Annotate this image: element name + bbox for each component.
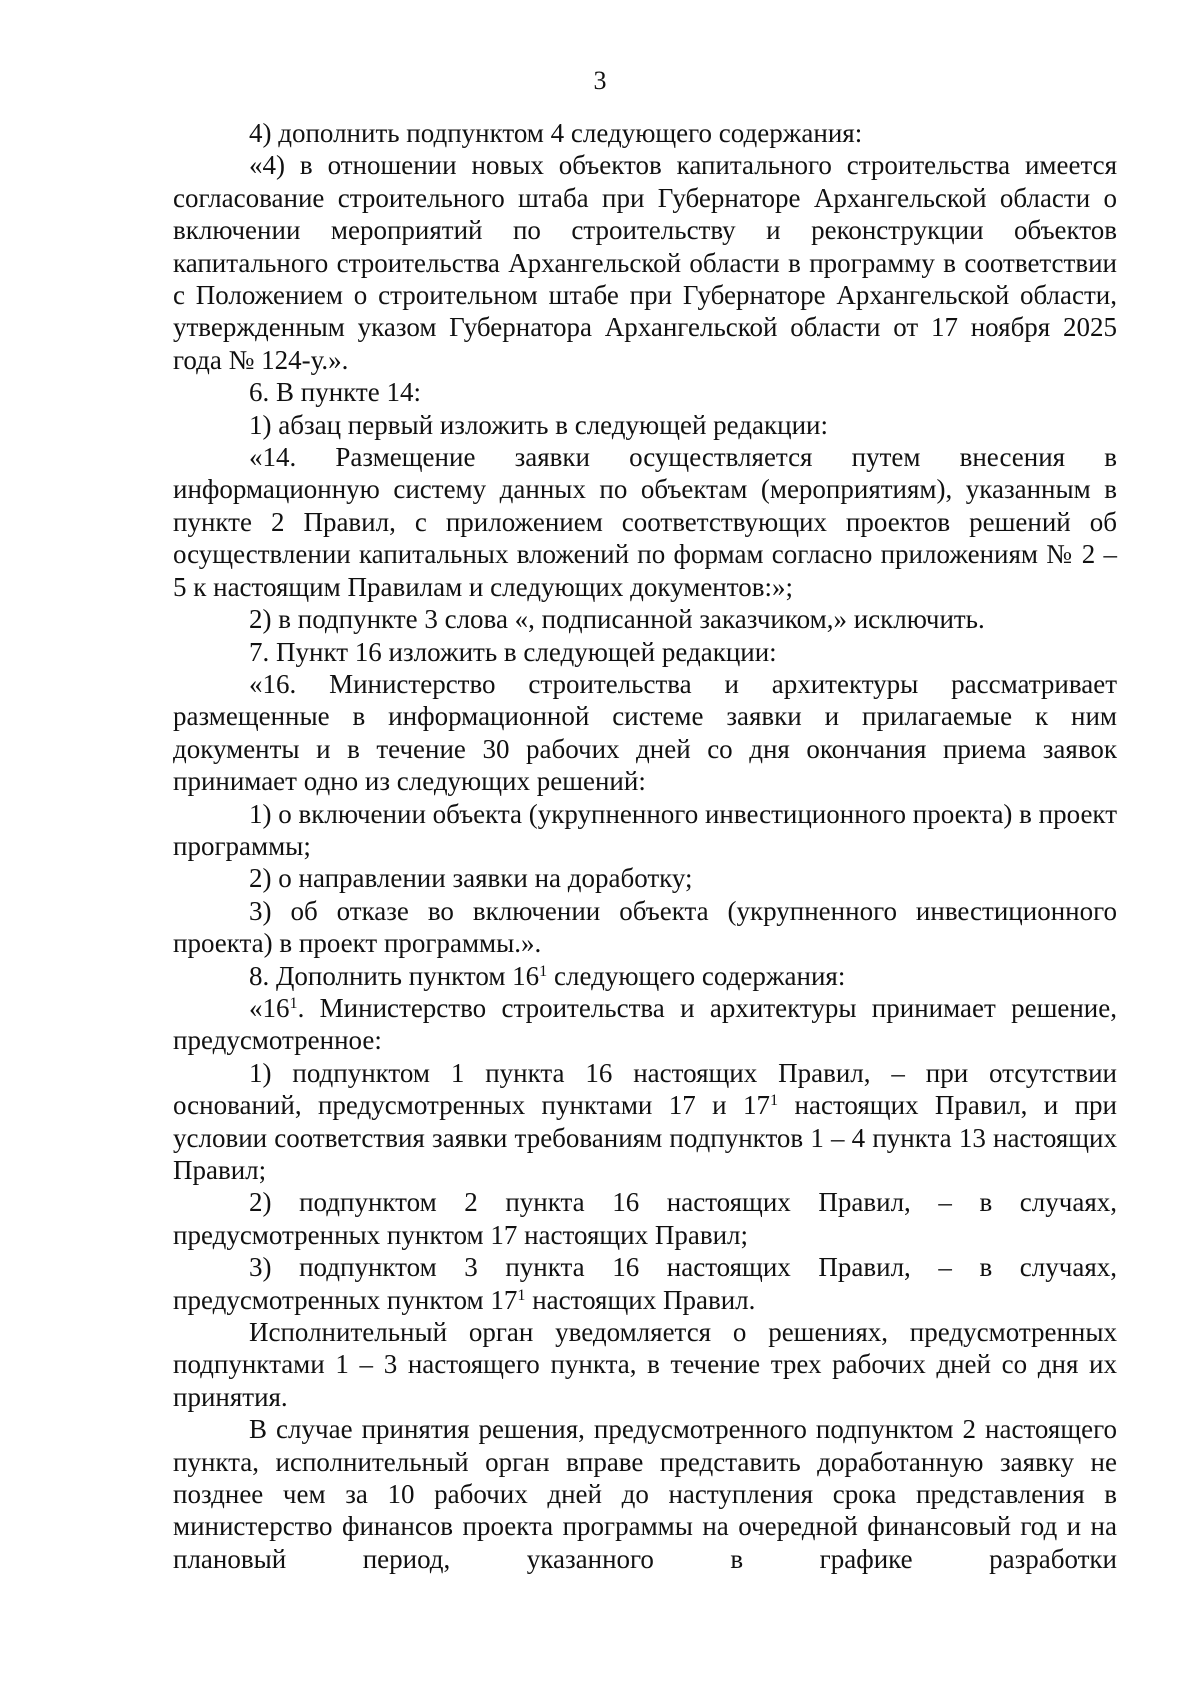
text-run: 8. Дополнить пунктом 16 [249,960,540,991]
paragraph: 2) подпунктом 2 пункта 16 настоящих Правил, – в случаях, предусмотренных пунктом 17 настоящих Правил; [173,1187,1117,1250]
paragraph [173,992,1117,1057]
paragraph: «16. Министерство строительства и архитектуры рассматривает размещенные в информационной системе заявки и прилагаемые к ним документы и в течение 30 рабочих дней со дня окончания приема заявок принимает одно из следующих решений: [173,668,1117,797]
paragraph: «14. Размещение заявки осуществляется путем внесения в информационную систему данных по объектам (мероприятиям), указанным в пункте 2 Правил, с приложением соответствующих проектов решений об осуществлении капитальных вложений по формам согласно приложениям № 2 – 5 к настоящим Правилам и следующих документов:»; [173,442,1117,602]
superscript: 1 [770,1091,779,1110]
text-run: «16 [249,992,290,1023]
paragraph: 2) в подпункте 3 слова «, подписанной заказчиком,» исключить. [249,604,985,635]
paragraph: 4) дополнить подпунктом 4 следующего содержания: [249,118,863,148]
superscript: 1 [517,1285,526,1304]
paragraph: 1) о включении объекта (укрупненного инвестиционного проекта) в проект программы; [173,798,1117,861]
paragraph: 7. Пункт 16 изложить в следующей редакции: [249,636,777,667]
text-run: настоящих Правил, и при условии соответствия заявки требованиям подпунктов 1 – 4 пункта 13 настоящих Правил; [173,1090,1117,1185]
paragraph [173,1251,1117,1316]
text-run: 1) подпунктом 1 пункта 16 настоящих Правил, – при отсутствии оснований, предусмотренных пунктами 17 и 17 [173,1057,1117,1121]
paragraph: «4) в отношении новых объектов капитального строительства имеется согласование строительного штаба при Губернаторе Архангельской области о включении мероприятий по строительству и реконструкции объектов капитального строительства Архангельской области в программу в соответствии с Положением о строительном штабе при Губернаторе Архангельской области, утвержденным указом Губернатора Архангельской области от 17 ноября 2025 года № 124-у.». [173,150,1117,375]
superscript: 1 [289,994,298,1013]
superscript: 1 [539,961,548,980]
paragraph: 2) о направлении заявки на доработку; [249,863,693,894]
page-number: 3 [593,66,607,95]
paragraph: 6. В пункте 14: [249,377,421,408]
paragraph [173,1057,1117,1187]
text-run: следующего содержания: [547,960,846,991]
paragraph: 1) абзац первый изложить в следующей редакции: [249,409,828,440]
text-run: 3) подпунктом 3 пункта 16 настоящих Правил, – в случаях, предусмотренных пунктом 17 [173,1252,1117,1315]
text-run: . Министерство строительства и архитектуры принимает решение, предусмотренное: [173,992,1117,1056]
paragraph: 3) об отказе во включении объекта (укрупненного инвестиционного проекта) в проект программы.». [173,895,1117,959]
document-body [173,117,1117,1575]
text-run: настоящих Правил. [525,1284,756,1315]
paragraph: В случае принятия решения, предусмотренного подпунктом 2 настоящего пункта, исполнительный орган вправе представить доработанную заявку не позднее чем за 10 рабочих дней до наступления срока представления в министерство финансов проекта программы на очередной финансовый год и на плановый период, указанного в графике разработки [173,1414,1117,1574]
paragraph [173,960,1117,992]
paragraph: Исполнительный орган уведомляется о решениях, предусмотренных подпунктами 1 – 3 настоящего пункта, в течение трех рабочих дней со дня их принятия. [173,1317,1117,1412]
